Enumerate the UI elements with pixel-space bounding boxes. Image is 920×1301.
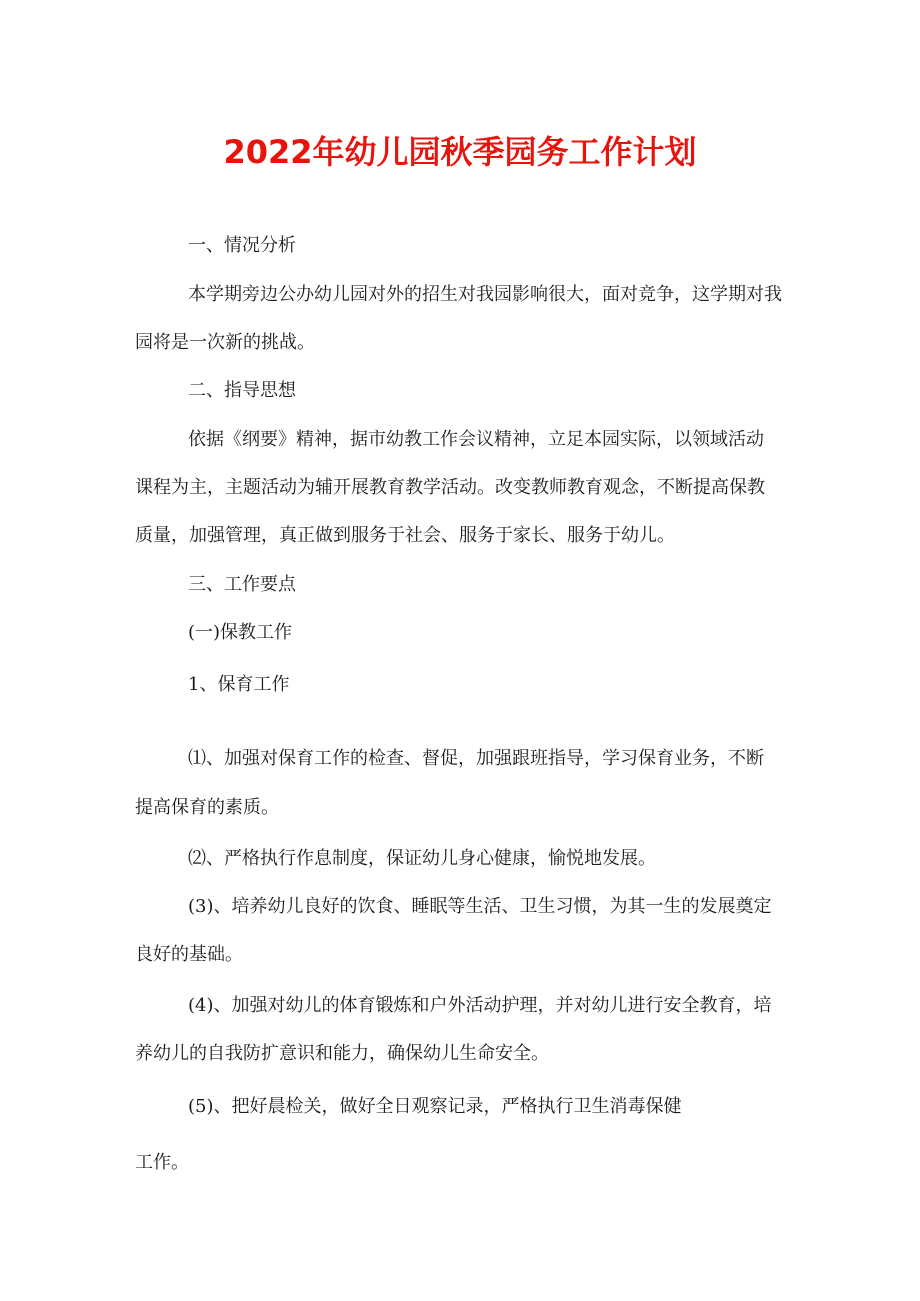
list-item-line: 提高保育的素质。 [135,797,279,818]
paragraph-line: 课程为主，主题活动为辅开展教育教学活动。改变教师教育观念，不断提高保教 [135,477,765,498]
list-item-line: 养幼儿的自我防扩意识和能力，确保幼儿生命安全。 [135,1043,549,1064]
section-heading-situation: 一、情况分析 [188,235,296,256]
list-item-line: ⑴、加强对保育工作的检查、督促，加强跟班指导，学习保育业务，不断 [188,748,764,769]
paragraph-line: 园将是一次新的挑战。 [135,332,315,353]
paragraph-line: 质量，加强管理，真正做到服务于社会、服务于家长、服务于幼儿。 [135,525,675,546]
subsection-heading-care-education: (一)保教工作 [188,622,293,643]
list-item-line: ⑵、严格执行作息制度，保证幼儿身心健康，愉悦地发展。 [188,848,656,869]
list-item-line: (5)、把好晨检关，做好全日观察记录，严格执行卫生消毒保健 [188,1096,682,1117]
paragraph-line: 本学期旁边公办幼儿园对外的招生对我园影响很大，面对竞争，这学期对我 [188,284,782,305]
document-title: 2022年幼儿园秋季园务工作计划 [223,133,697,171]
list-item-line: (4)、加强对幼儿的体育锻炼和户外活动护理，并对幼儿进行安全教育，培 [188,995,772,1016]
list-item-line: (3)、培养幼儿良好的饮食、睡眠等生活、卫生习惯，为其一生的发展奠定 [188,896,772,917]
section-heading-work-points: 三、工作要点 [188,574,296,595]
paragraph-line: 依据《纲要》精神，据市幼教工作会议精神，立足本园实际，以领域活动 [188,429,764,450]
list-item-line: 工作。 [135,1152,189,1173]
section-heading-guiding-ideology: 二、指导思想 [188,380,296,401]
subsection-heading-nursing: 1、保育工作 [188,674,290,695]
list-item-line: 良好的基础。 [135,944,243,965]
